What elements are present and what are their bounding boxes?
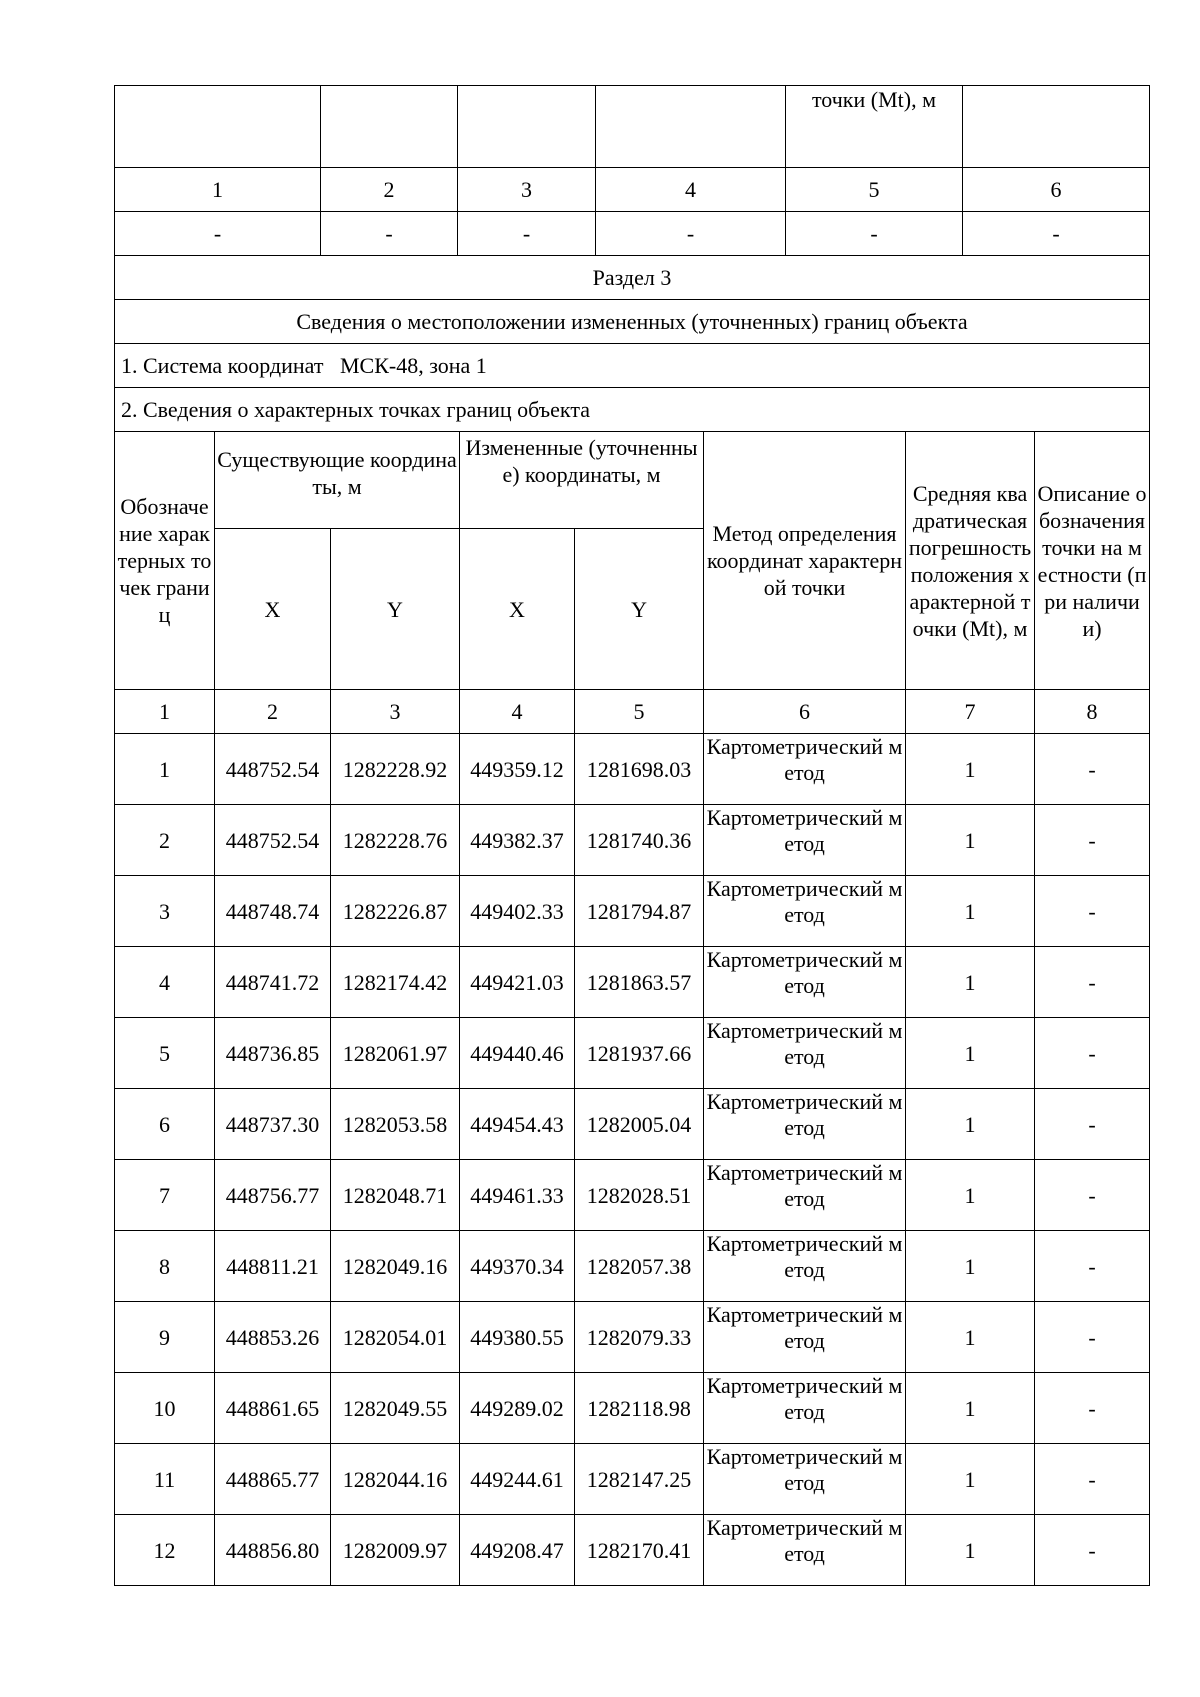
changed-x: 449208.47 (460, 1515, 575, 1586)
table-column-number-row (115, 690, 1150, 734)
table-row (115, 734, 1150, 805)
header-changed-coords: Измененные (уточненные) координаты, м (460, 432, 704, 529)
existing-y: 1282228.92 (331, 734, 460, 805)
table-row (115, 1018, 1150, 1089)
header-accuracy: Средняя квадратическая погрешность положения характерной точки (Mt), м (906, 432, 1035, 690)
dash-cell: - (596, 212, 786, 256)
method: Картометрический метод (704, 1018, 906, 1089)
col-number: 2 (215, 690, 331, 734)
point-number: 1 (115, 734, 215, 805)
existing-x: 448752.54 (215, 734, 331, 805)
existing-x: 448865.77 (215, 1444, 331, 1515)
description: - (1035, 1160, 1150, 1231)
description: - (1035, 1089, 1150, 1160)
col-number: 5 (786, 168, 963, 212)
changed-x: 449244.61 (460, 1444, 575, 1515)
existing-y: 1282228.76 (331, 805, 460, 876)
description: - (1035, 876, 1150, 947)
table-row (115, 1160, 1150, 1231)
cont-header-cell (596, 86, 786, 168)
continuation-dash-row (115, 212, 1150, 256)
dash-cell: - (786, 212, 963, 256)
description: - (1035, 1515, 1150, 1586)
existing-x: 448741.72 (215, 947, 331, 1018)
changed-x: 449289.02 (460, 1373, 575, 1444)
coord-system-row (115, 344, 1150, 388)
col-number: 7 (906, 690, 1035, 734)
changed-x: 449440.46 (460, 1018, 575, 1089)
changed-y: 1281863.57 (575, 947, 704, 1018)
changed-y: 1281698.03 (575, 734, 704, 805)
table-row (115, 1302, 1150, 1373)
existing-x: 448856.80 (215, 1515, 331, 1586)
coord-system: 1. Система координат МСК-48, зона 1 (115, 344, 1150, 388)
dash-cell: - (115, 212, 321, 256)
col-number: 3 (331, 690, 460, 734)
method: Картометрический метод (704, 947, 906, 1018)
table-row (115, 947, 1150, 1018)
changed-x: 449380.55 (460, 1302, 575, 1373)
dash-cell: - (458, 212, 596, 256)
table-row (115, 805, 1150, 876)
method: Картометрический метод (704, 1373, 906, 1444)
method: Картометрический метод (704, 1444, 906, 1515)
section-title: Раздел 3 (115, 256, 1150, 300)
changed-y: 1282028.51 (575, 1160, 704, 1231)
section-title-row (115, 256, 1150, 300)
changed-y: 1282079.33 (575, 1302, 704, 1373)
existing-y: 1282061.97 (331, 1018, 460, 1089)
changed-y: 1282057.38 (575, 1231, 704, 1302)
existing-y: 1282049.55 (331, 1373, 460, 1444)
method: Картометрический метод (704, 1231, 906, 1302)
accuracy-mt: 1 (906, 1018, 1035, 1089)
col-number: 1 (115, 168, 321, 212)
method: Картометрический метод (704, 1160, 906, 1231)
header-designation: Обозначение характерных точек границ (115, 432, 215, 690)
changed-y: 1282005.04 (575, 1089, 704, 1160)
point-number: 4 (115, 947, 215, 1018)
changed-x: 449421.03 (460, 947, 575, 1018)
dash-cell: - (963, 212, 1150, 256)
accuracy-mt: 1 (906, 1515, 1035, 1586)
point-number: 3 (115, 876, 215, 947)
point-number: 9 (115, 1302, 215, 1373)
method: Картометрический метод (704, 1089, 906, 1160)
header-existing-coords: Существующие координаты, м (215, 432, 460, 529)
description: - (1035, 1444, 1150, 1515)
description: - (1035, 1018, 1150, 1089)
changed-y: 1282118.98 (575, 1373, 704, 1444)
col-number: 6 (963, 168, 1150, 212)
changed-y: 1281740.36 (575, 805, 704, 876)
changed-x: 449454.43 (460, 1089, 575, 1160)
changed-x: 449382.37 (460, 805, 575, 876)
points-title: 2. Сведения о характерных точках границ объекта (115, 388, 1150, 432)
existing-y: 1282044.16 (331, 1444, 460, 1515)
continuation-number-row (115, 168, 1150, 212)
description: - (1035, 805, 1150, 876)
changed-x: 449461.33 (460, 1160, 575, 1231)
dash-cell: - (321, 212, 458, 256)
table-row (115, 1444, 1150, 1515)
point-number: 12 (115, 1515, 215, 1586)
existing-y: 1282054.01 (331, 1302, 460, 1373)
existing-x: 448756.77 (215, 1160, 331, 1231)
existing-x: 448811.21 (215, 1231, 331, 1302)
changed-y: 1281937.66 (575, 1018, 704, 1089)
method: Картометрический метод (704, 1302, 906, 1373)
existing-x: 448853.26 (215, 1302, 331, 1373)
continuation-table (114, 85, 1150, 432)
header-changed-x: X (460, 529, 575, 690)
col-number: 8 (1035, 690, 1150, 734)
accuracy-mt: 1 (906, 1231, 1035, 1302)
changed-y: 1281794.87 (575, 876, 704, 947)
method: Картометрический метод (704, 876, 906, 947)
existing-y: 1282048.71 (331, 1160, 460, 1231)
col-number: 2 (321, 168, 458, 212)
header-changed-y: Y (575, 529, 704, 690)
point-number: 5 (115, 1018, 215, 1089)
changed-y: 1282170.41 (575, 1515, 704, 1586)
existing-x: 448736.85 (215, 1018, 331, 1089)
cont-header-cell (458, 86, 596, 168)
point-number: 8 (115, 1231, 215, 1302)
cont-header-cell-mt: точки (Mt), м (786, 86, 963, 168)
existing-x: 448748.74 (215, 876, 331, 947)
existing-y: 1282174.42 (331, 947, 460, 1018)
description: - (1035, 1302, 1150, 1373)
point-number: 7 (115, 1160, 215, 1231)
existing-y: 1282053.58 (331, 1089, 460, 1160)
accuracy-mt: 1 (906, 734, 1035, 805)
col-number: 4 (460, 690, 575, 734)
header-existing-y: Y (331, 529, 460, 690)
existing-y: 1282009.97 (331, 1515, 460, 1586)
col-number: 6 (704, 690, 906, 734)
point-number: 6 (115, 1089, 215, 1160)
accuracy-mt: 1 (906, 947, 1035, 1018)
changed-x: 449359.12 (460, 734, 575, 805)
accuracy-mt: 1 (906, 805, 1035, 876)
table-row (115, 876, 1150, 947)
header-existing-x: X (215, 529, 331, 690)
header-description: Описание обозначения точки на местности (при наличии) (1035, 432, 1150, 690)
existing-x: 448861.65 (215, 1373, 331, 1444)
table-row (115, 1515, 1150, 1586)
accuracy-mt: 1 (906, 1089, 1035, 1160)
accuracy-mt: 1 (906, 1302, 1035, 1373)
coordinates-table (114, 431, 1150, 1586)
continuation-header-row (115, 86, 1150, 168)
cont-header-cell (321, 86, 458, 168)
accuracy-mt: 1 (906, 876, 1035, 947)
points-title-row (115, 388, 1150, 432)
method: Картометрический метод (704, 805, 906, 876)
accuracy-mt: 1 (906, 1373, 1035, 1444)
changed-y: 1282147.25 (575, 1444, 704, 1515)
section-subtitle: Сведения о местоположении измененных (уточненных) границ объекта (115, 300, 1150, 344)
accuracy-mt: 1 (906, 1444, 1035, 1515)
description: - (1035, 734, 1150, 805)
changed-x: 449402.33 (460, 876, 575, 947)
table-row (115, 1089, 1150, 1160)
description: - (1035, 1231, 1150, 1302)
col-number: 3 (458, 168, 596, 212)
method: Картометрический метод (704, 734, 906, 805)
cont-header-cell (115, 86, 321, 168)
section-subtitle-row (115, 300, 1150, 344)
existing-x: 448752.54 (215, 805, 331, 876)
point-number: 10 (115, 1373, 215, 1444)
table-header-row (115, 432, 1150, 529)
table-row (115, 1231, 1150, 1302)
cont-header-cell (963, 86, 1150, 168)
description: - (1035, 1373, 1150, 1444)
table-row (115, 1373, 1150, 1444)
col-number: 5 (575, 690, 704, 734)
point-number: 2 (115, 805, 215, 876)
header-method: Метод определения координат характерной точки (704, 432, 906, 690)
existing-y: 1282049.16 (331, 1231, 460, 1302)
existing-x: 448737.30 (215, 1089, 331, 1160)
col-number: 1 (115, 690, 215, 734)
col-number: 4 (596, 168, 786, 212)
point-number: 11 (115, 1444, 215, 1515)
document-page (114, 85, 1149, 1586)
existing-y: 1282226.87 (331, 876, 460, 947)
changed-x: 449370.34 (460, 1231, 575, 1302)
accuracy-mt: 1 (906, 1160, 1035, 1231)
description: - (1035, 947, 1150, 1018)
method: Картометрический метод (704, 1515, 906, 1586)
